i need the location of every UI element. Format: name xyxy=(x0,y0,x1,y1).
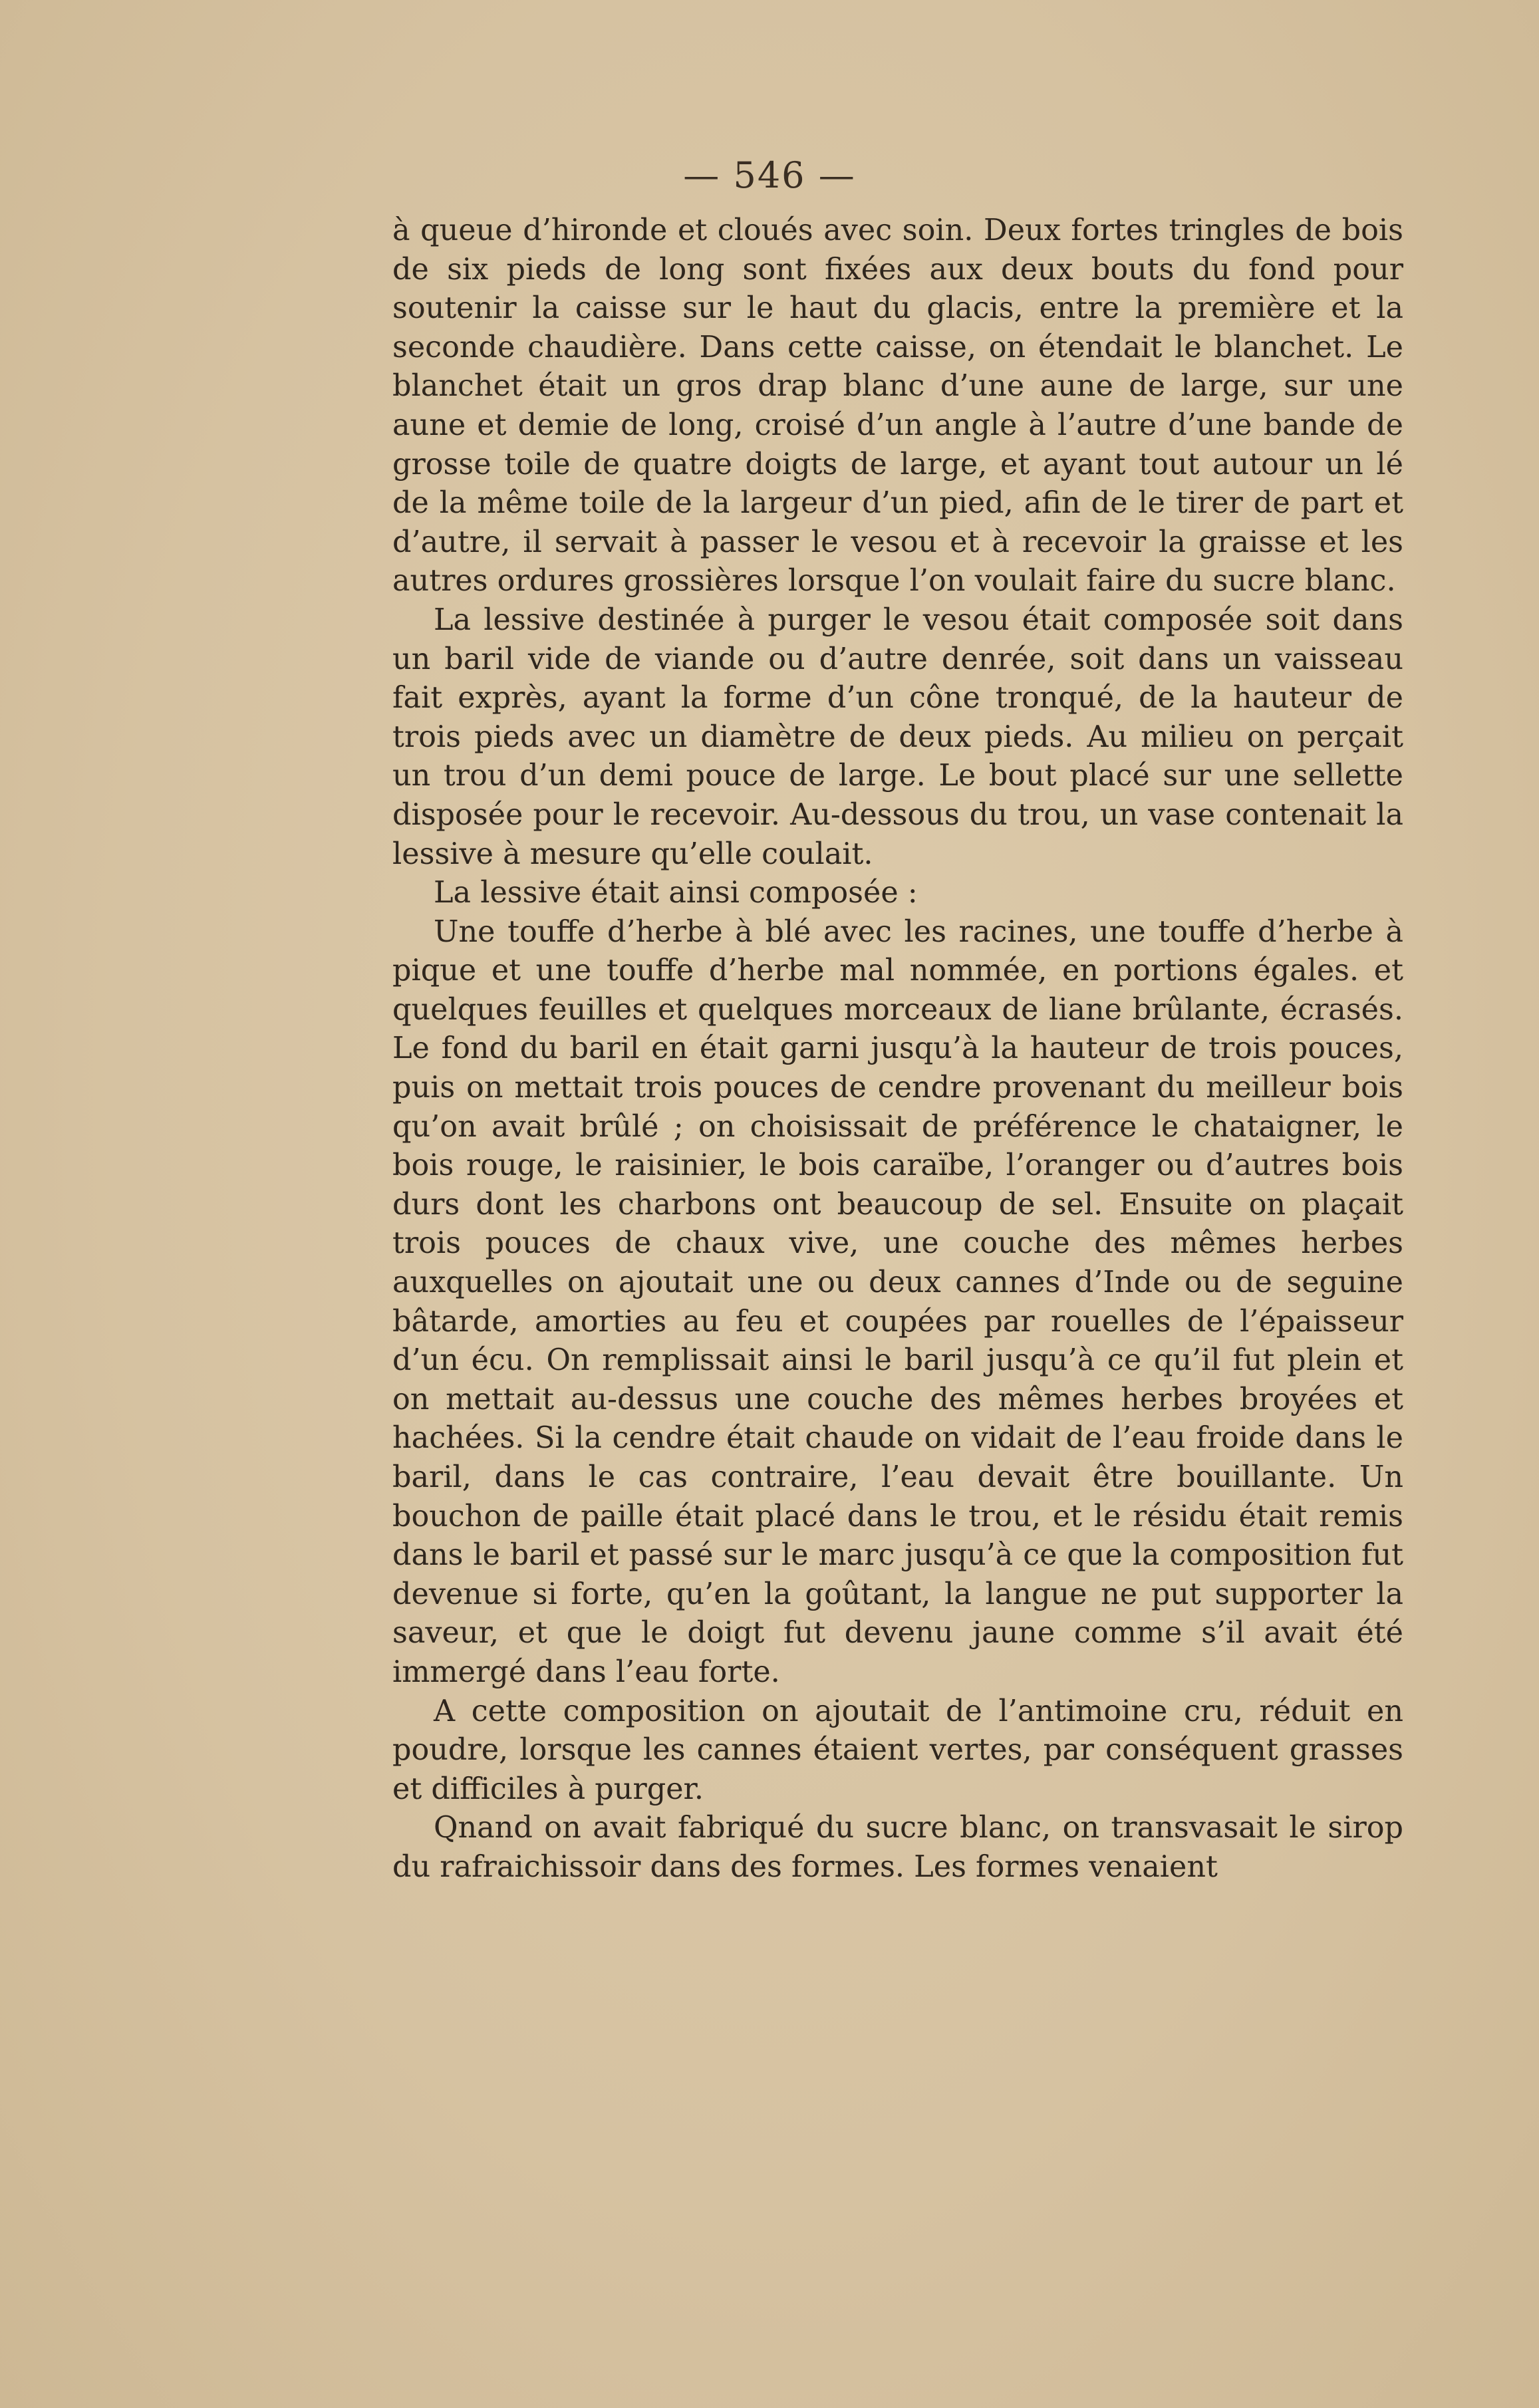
paragraph-1: à queue d’hironde et cloués avec soin. Deux fortes tringles de bois de six pieds de long sont fixées aux deux bouts du fond pour soutenir la caisse sur le haut du glacis, entre la première et la seconde chaudière. Dans cette caisse, on étendait le blanchet. Le blanchet était un gros drap blanc d’une aune de large, sur une aune et demie de long, croisé d’un angle à l’autre d’une bande de grosse toile de quatre doigts de large, et ayant tout autour un lé de la même toile de la largeur d’un pied, afin de le tirer de part et d’autre, il servait à passer le vesou et à recevoir la graisse et les autres ordures grossières lorsque l’on voulait faire du sucre blanc. xyxy=(392,213,1403,599)
paragraph-2: La lessive destinée à purger le vesou était composée soit dans un baril vide de viande ou d’autre denrée, soit dans un vaisseau fait exprès, ayant la forme d’un cône tronqué, de la hauteur de trois pieds avec un diamètre de deux pieds. Au milieu on perçait un trou d’un demi pouce de large. Le bout placé sur une sellette disposée pour le recevoir. Au-dessous du trou, un vase contenait la lessive à mesure qu’elle coulait. xyxy=(392,602,1403,871)
paragraph-3: La lessive était ainsi composée : xyxy=(434,876,918,910)
show-through-text xyxy=(399,1994,1397,2014)
paragraph-4: Une touffe d’herbe à blé avec les racines, une touffe d’herbe à pique et une touffe d’herbe mal nommée, en portions égales. et quelques feuilles et quelques morceaux de liane brûlante, écrasés. Le fond du baril en était garni jusqu’à la hauteur de trois pouces, puis on mettait trois pouces de cendre provenant du meilleur bois qu’on avait brûlé ; on choisissait de préférence le chataigner, le bois rouge, le raisinier, le bois caraïbe, l’oranger ou d’autres bois durs dont les charbons ont beaucoup de sel. Ensuite on plaçait trois pouces de chaux vive, une couche des mêmes herbes auxquelles on ajoutait une ou deux cannes d’Inde ou de seguine bâtarde, amorties au feu et coupées par rouelles de l’épaisseur d’un écu. On remplissait ainsi le baril jusqu’à ce qu’il fut plein et on mettait au-dessus une couche des mêmes herbes broyées et hachées. Si la cendre était chaude on vidait de l’eau froide dans le baril, dans le cas contraire, l’eau devait être bouillante. Un bouchon de paille était placé dans le trou, et le résidu était remis dans le baril et passé sur le marc jusqu’à ce que la composition fut devenue si forte, qu’en la goûtant, la langue ne put supporter la saveur, et que le doigt fut devenu jaune comme s’il avait été immergé dans l’eau forte. xyxy=(392,914,1403,1689)
paragraph-6: Qnand on avait fabriqué du sucre blanc, on transvasait le sirop du rafraichissoir dans des formes. Les formes venaient xyxy=(392,1811,1403,1884)
page-number: — 546 — xyxy=(683,154,856,196)
paragraph-5: A cette composition on ajoutait de l’antimoine cru, réduit en poudre, lorsque les cannes étaient vertes, par conséquent grasses et difficiles à purger. xyxy=(392,1694,1403,1806)
body-text xyxy=(392,211,1403,1887)
